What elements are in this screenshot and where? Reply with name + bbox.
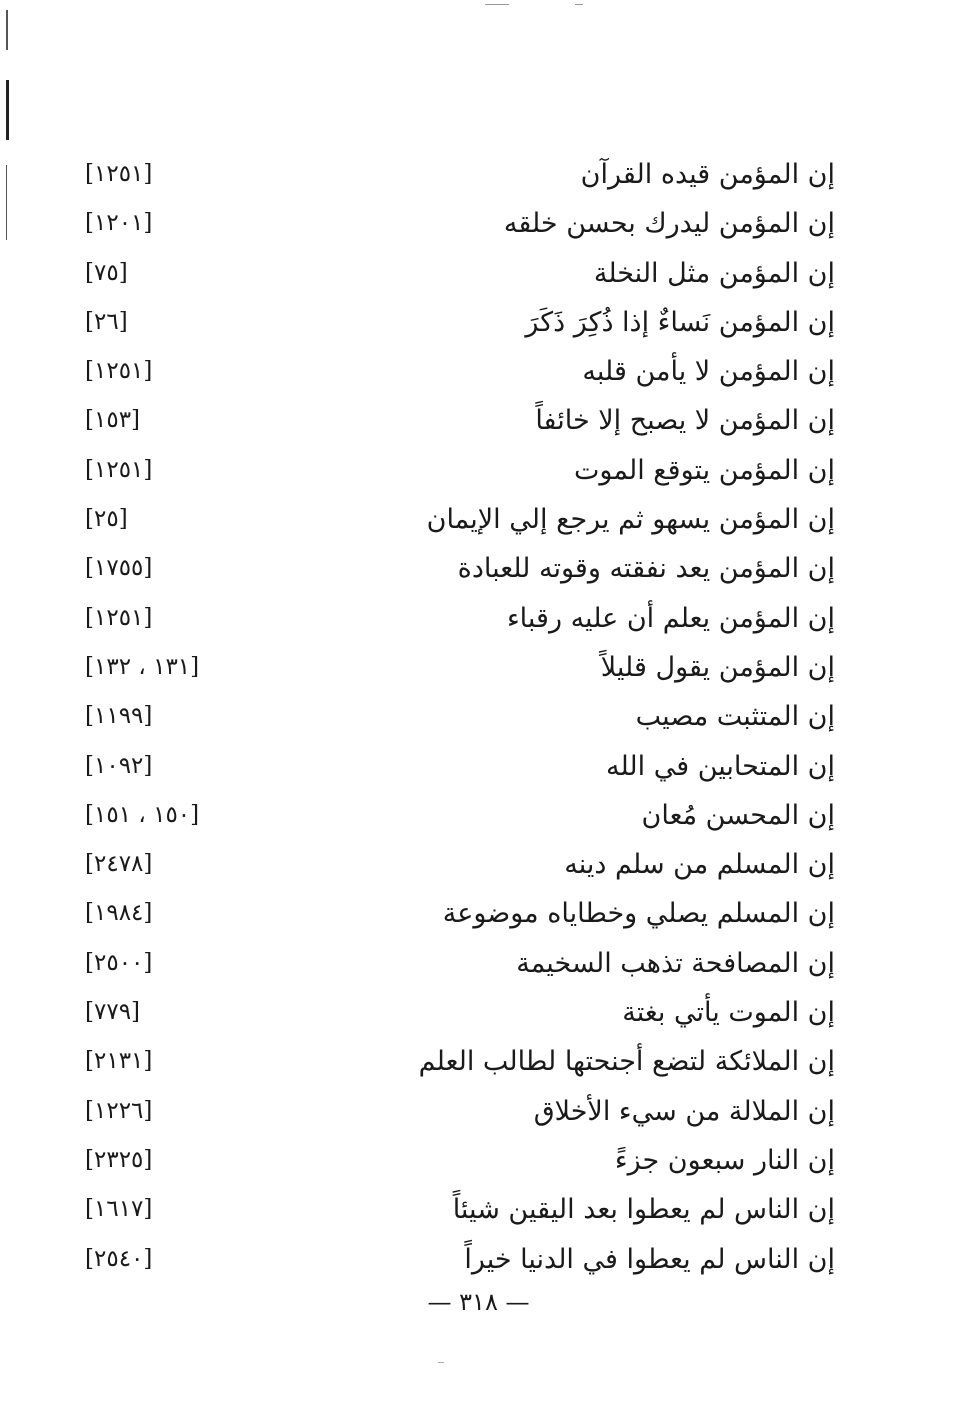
index-entry bbox=[60, 249, 850, 298]
hadith-reference-number: [١١٩٩] bbox=[85, 703, 153, 730]
hadith-reference-number: [١٧٥٥] bbox=[85, 555, 153, 582]
hadith-text: إن الموت يأتي بغتة bbox=[622, 997, 835, 1029]
index-entry bbox=[60, 939, 850, 988]
index-entry bbox=[60, 988, 850, 1037]
index-entry bbox=[60, 791, 850, 840]
hadith-text: إن المؤمن يقول قليلاً bbox=[600, 651, 835, 683]
hadith-text: إن الناس لم يعطوا في الدنيا خيراً bbox=[464, 1243, 835, 1275]
hadith-reference-number: [٢٥] bbox=[85, 506, 128, 533]
hadith-text: إن المؤمن يعد نفقته وقوته للعبادة bbox=[457, 553, 835, 585]
hadith-reference-number: [١٢٥١] bbox=[85, 604, 153, 631]
hadith-reference-number: [٢٥٠٠] bbox=[85, 949, 153, 976]
index-entry-list bbox=[60, 150, 850, 1284]
hadith-reference-number: [٢٦] bbox=[85, 308, 128, 335]
index-entry bbox=[60, 643, 850, 692]
hadith-text: إن المؤمن يسهو ثم يرجع إلي الإيمان bbox=[426, 504, 835, 536]
hadith-text: إن النار سبعون جزءً bbox=[614, 1144, 835, 1176]
hadith-reference-number: [٢١٣١] bbox=[85, 1048, 153, 1075]
hadith-text: إن المؤمن يعلم أن عليه رقباء bbox=[506, 602, 835, 634]
hadith-reference-number: [٧٥] bbox=[85, 259, 128, 286]
hadith-reference-number: [١٥٠ ، ١٥١] bbox=[85, 801, 200, 828]
scan-edge-mark bbox=[6, 80, 9, 140]
index-entry bbox=[60, 889, 850, 938]
hadith-text: إن المؤمن لا يأمن قلبه bbox=[582, 356, 835, 388]
scan-bottom-mark bbox=[438, 1362, 444, 1363]
hadith-text: إن المتثبت مصيب bbox=[635, 701, 835, 733]
hadith-text: إن المؤمن نَساءٌ إذا ذُكِرَ ذَكَرَ bbox=[525, 306, 835, 338]
scan-edge-mark bbox=[6, 165, 7, 240]
index-entry bbox=[60, 1037, 850, 1086]
index-entry bbox=[60, 199, 850, 248]
hadith-reference-number: [٢٥٤٠] bbox=[85, 1245, 153, 1272]
hadith-reference-number: [٢٤٧٨] bbox=[85, 851, 153, 878]
scan-edge-mark bbox=[6, 10, 8, 50]
scan-top-mark bbox=[575, 4, 583, 5]
hadith-text: إن المؤمن يتوقع الموت bbox=[574, 454, 835, 486]
hadith-text: إن المحسن مُعان bbox=[641, 799, 835, 831]
hadith-reference-number: [٢٣٢٥] bbox=[85, 1146, 153, 1173]
hadith-text: إن المؤمن لا يصبح إلا خائفاً bbox=[535, 405, 835, 437]
hadith-reference-number: [١٦١٧] bbox=[85, 1196, 153, 1223]
index-entry bbox=[60, 594, 850, 643]
hadith-text: إن الملالة من سيء الأخلاق bbox=[533, 1095, 835, 1127]
hadith-text: إن المسلم يصلي وخطاياه موضوعة bbox=[442, 898, 835, 930]
hadith-reference-number: [١٩٨٤] bbox=[85, 900, 153, 927]
index-entry bbox=[60, 1087, 850, 1136]
page-number: — ٣١٨ — bbox=[427, 1288, 530, 1316]
index-entry bbox=[60, 396, 850, 445]
hadith-text: إن المسلم من سلم دينه bbox=[564, 849, 835, 881]
hadith-text: إن المصافحة تذهب السخيمة bbox=[516, 947, 835, 979]
index-entry bbox=[60, 1136, 850, 1185]
hadith-text: إن الناس لم يعطوا بعد اليقين شيئاً bbox=[452, 1194, 835, 1226]
index-entry bbox=[60, 544, 850, 593]
scan-top-mark bbox=[485, 4, 509, 5]
index-entry bbox=[60, 1235, 850, 1284]
index-entry bbox=[60, 692, 850, 741]
hadith-reference-number: [١٢٥١] bbox=[85, 456, 153, 483]
index-entry bbox=[60, 347, 850, 396]
hadith-text: إن المتحابين في الله bbox=[606, 750, 835, 782]
hadith-reference-number: [١٢٠١] bbox=[85, 210, 153, 237]
hadith-text: إن المؤمن قيده القرآن bbox=[580, 159, 835, 190]
hadith-reference-number: [١٢٢٦] bbox=[85, 1097, 153, 1124]
index-entry bbox=[60, 742, 850, 791]
hadith-reference-number: [٧٧٩] bbox=[85, 999, 141, 1026]
hadith-text: إن الملائكة لتضع أجنحتها لطالب العلم bbox=[418, 1046, 835, 1078]
hadith-text: إن المؤمن مثل النخلة bbox=[593, 257, 835, 289]
hadith-reference-number: [١٢٥١] bbox=[85, 161, 153, 187]
hadith-reference-number: [١٥٣] bbox=[85, 407, 141, 434]
index-entry bbox=[60, 1185, 850, 1234]
hadith-reference-number: [١٢٥١] bbox=[85, 358, 153, 385]
index-entry bbox=[60, 150, 850, 199]
index-entry bbox=[60, 446, 850, 495]
hadith-reference-number: [١٠٩٢] bbox=[85, 752, 153, 779]
hadith-reference-number: [١٣١ ، ١٣٢] bbox=[85, 653, 200, 680]
hadith-text: إن المؤمن ليدرك بحسن خلقه bbox=[503, 208, 835, 240]
index-entry bbox=[60, 495, 850, 544]
index-entry bbox=[60, 840, 850, 889]
index-entry bbox=[60, 298, 850, 347]
